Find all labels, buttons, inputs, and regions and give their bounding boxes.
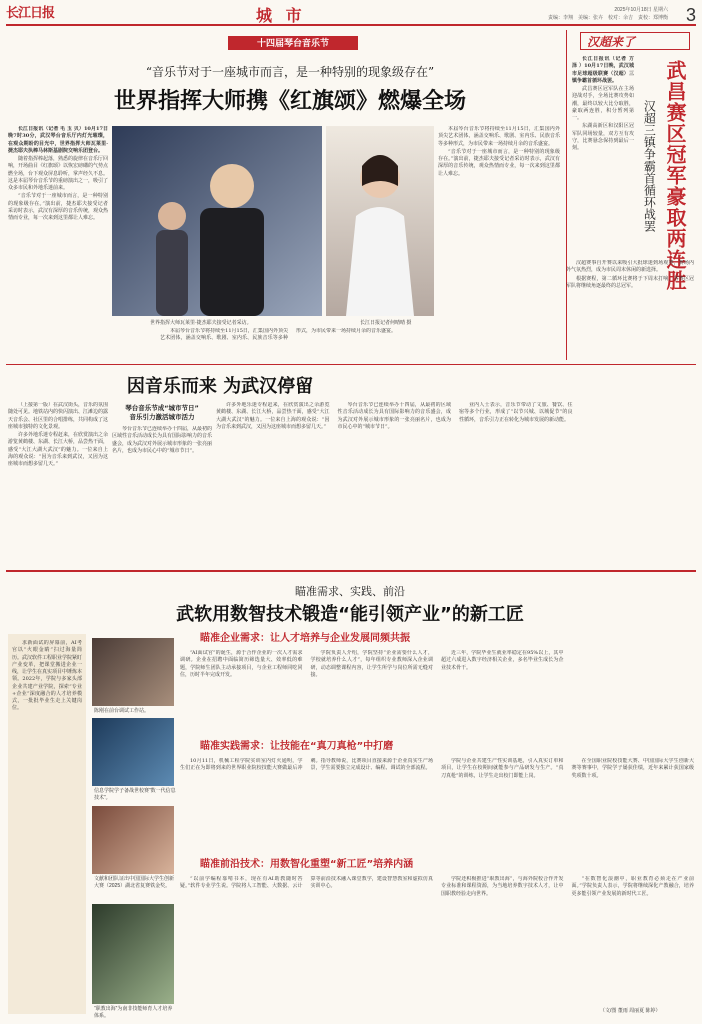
education-byline: （文/图 董雨 周丽夏 陈婷） [600,1008,661,1014]
education-section-2-title: 瞄准实践需求：让技能在“真刀真枪”中打磨 [200,741,394,752]
education-section-1-p2: 学院负责人介绍，学院坚持“企业需要什么人才，学校就培养什么人才”，每年组织专业教师深入企业调研，动态调整课程内容，让学生所学与岗位所需无缝对接。 [310,650,433,678]
education-kicker: 瞄准需求、实践、前沿 [295,585,405,598]
conductor-figure-icon [112,126,322,316]
sports-body-4: 汉超赛事自开赛以来吸引大批球迷到场观赛，赛场内外气氛热烈，成为市民周末休闲的新选择。 [566,260,694,274]
music-body-2: 许多外地乐迷专程赶来，在欣赏演出之余游览黄鹤楼、东湖、长江大桥，品尝热干面，感受“大江大湖大武汉”的魅力。一位来自上海的观众说：“因为音乐来到武汉，又因为这座城市而想多留几天。” [8,432,108,467]
festival-body-2-continued: “音乐节对于一座城市而言，是一种特别的现象级存在。”演出前，捷杰耶夫接受记者采访时表示，武汉有深厚的音乐传统，观众热情而专业，每一次来到这里都让人难忘。 [438,148,560,177]
education-section-2-body [180,758,694,850]
education-photo-3 [92,806,174,874]
sports-body-2: 武昌赛区冠军队在主场迎战对手，全场比赛攻势如潮，最终以较大比分取胜，豪取两连胜，积分暂列第一。 [572,86,634,121]
education-section-2-p3: 在全国职业院校技能大赛、中国国际大学生创新大赛等赛事中，学院学子屡获佳绩，近年来累计获国家级奖项数十项。 [571,758,694,779]
education-sidebar-text: 求新面试的屏幕前，AI考官以“火眼金睛”扫过海量简历。武汉软件工程职业学院紧盯产业变革，把课堂搬进企业一线，让学生在真实项目中锤炼本领。2022年，学院与多家头部企业共建产业学院，探索“专业+企业”深度融合的人才培养模式，一批批毕业生走上关键岗位。 [12,640,82,712]
festival-banner: 十四届琴台音乐节 [228,36,358,50]
sports-subhead: 汉超三镇争霸首循环战罢 [642,100,657,232]
education-photo-4 [92,904,174,1004]
festival-body-2: “音乐节对于一座城市而言，是一种特别的现象级存在。”演出前，捷杰耶夫接受记者采访时表示，武汉有深厚的音乐传统，观众热情而专业，每一次来到这里都让人难忘。 [8,193,108,221]
education-photo-3-caption: 文献和团队证出中国国际大学生创新大赛（2025）湖北省复赛铁金奖。 [94,876,175,890]
music-body-4: 业内人士表示，音乐节带动了文旅、餐饮、住宿等多个行业，形成了“以节兴城、以城促节”的良性循环，音乐引力正在转化为城市发展的新动能。 [459,402,573,423]
education-section-2-p1: 10月11日，机械工程学院实训室内灯火通明，学生们正在为即将到来的世界职业院校技能大赛做最后冲刺。指导教师说，比赛项目直接来源于企业真实生产场景，学生需要独立完成设计、编程、调试的全部流程。 [180,758,433,772]
music-columns-rest [216,402,694,562]
newspaper-logo: 长江日报 [6,6,55,21]
sports-badge [580,32,690,50]
festival-headline: 世界指挥大师携《红旗颂》燃爆全场 [113,89,466,114]
editors-line: 责编：李翔 美编：张卉 校对：余吉 责校：郑博衡 [547,15,668,21]
masthead [6,4,696,26]
page-number: 3 [685,5,696,25]
festival-lead: 长江日报讯（记者 毛 玉 贝）10月17日晚7时30分，武汉琴台音乐厅内灯光璀璨，在观众期盼的目光中，世界指挥大师瓦莱里·捷杰耶夫执棒马林斯基剧院交响乐团登台。 [8,126,108,154]
conductor-photo [112,126,322,316]
education-headline: 武软用数智技术锻造“能引领产业”的新工匠 [176,604,524,625]
education-photo-4-caption: “职教出海”为南非技能师育人才培养体系。 [94,1006,173,1020]
festival-body-1: 随着指挥棒起落，熟悉的旋律在音乐厅回响，开场曲目《红旗颂》以恢宏磅礴的气势点燃全场，台下观众屏息聆听，掌声经久不息。这是本届琴台音乐节的重磅演出之一，吸引了众多市民和外地乐迷前来。 [8,156,108,191]
festival-column-2 [438,126,560,316]
education-section-3-p2: 学院还积极推进“职教出海”，与海外院校合作开发专业标准和课程资源，为当地培养数字技术人才，让中国职教经验走向世界。 [441,876,564,897]
festival-body-3-bottom: 本届琴台音乐节将持续至11月15日，汇集国内外顶尖艺术团体，涵盖交响乐、歌剧、室内乐、民族音乐等多种形式，为市民带来一场持续月余的音乐盛宴。 [160,328,397,342]
sports-body-3: 东湖高新区和汉阳区冠军队同场较量，双方互有攻守，比赛悬念保持到最后一刻。 [572,123,634,151]
festival-kicker: “音乐节对于一座城市而言，是一种特别的现象级存在” [145,65,435,79]
sports-body-5: 根据赛程，第二循环比赛将于下周末打响，各赛区冠军队将继续角逐最终的总冠军。 [566,275,694,289]
education-section-1-p1: “AI面试官”的诞生，源于合作企业的一次人才需求调研。企业在招聘中面临简历筛选量大、效率低的难题，学院师生团队主动承接项目，与企业工程师同吃同住，历时半年完成开发。 [180,650,303,678]
music-headline: 因音乐而来 为武汉停留 [126,376,314,397]
education-section-1-p3: 近三年，学院毕业生就业率稳定在95%以上，其中超过六成进入数字经济相关企业，多名毕业生成长为企业技术骨干。 [441,650,564,671]
music-top-divider [6,364,696,365]
education-section-3-body [180,876,694,1000]
sports-body-1: 长江日报讯（记者 方 泽 ）10月17日晚，武汉城市足球超级联赛（汉超）三镇争霸首循环战罢。 [572,56,634,84]
education-photo-1-caption: 陈刚在前台调试工作站。 [94,708,150,714]
music-column-2 [112,426,212,562]
music-body-3: 琴台音乐节已连续举办十四届，从最初的区域性音乐活动成长为具有国际影响力的音乐盛会，成为武汉对外展示城市形象的一张亮丽名片，也成为市民心中的“城市节日”。 [112,426,212,454]
education-section-1-title: 瞄准企业需求：让人才培养与企业发展同频共振 [200,633,410,644]
education-top-divider [6,570,696,572]
music-body-1: （上接第一版）在武汉街头，音乐的氛围随处可见。地铁站内的快闪演出、江滩边的露天音乐会、社区里的合唱排练，共同构成了这座城市独特的文化景观。 [8,402,108,430]
education-section-3-p1: “以前学编程靠啃书本，现在有AI助教随时答疑。”软件专业学生说。学院将人工智能、大数据、云计算等前沿技术融入课堂教学，建设智慧教室和虚拟仿真实训中心。 [180,876,433,890]
music-body-2-rest: 许多外地乐迷专程赶来，在欣赏演出之余游览黄鹤楼、东湖、长江大桥，品尝热干面，感受“大江大湖大武汉”的魅力。一位来自上海的观众说：“因为音乐来到武汉，又因为这座城市而想多留几天。” [216,402,330,430]
education-section-3-p3: “在数智化浪潮中，职业教育必须走在产业前面。”学院负责人表示，学院将继续深化产教融合，培养更多能引领产业发展的新时代工匠。 [571,876,694,897]
interviewee-figure-icon [326,126,434,316]
sports-badge-text: 汉超来了 [587,35,636,49]
audience-photo-caption: 长江日报记者何晴晴 摄 [360,320,412,326]
education-section-1-body [180,650,694,726]
music-column-1 [8,402,108,562]
music-body-3-rest: 琴台音乐节已连续举办十四届，从最初的区域性音乐活动成长为具有国际影响力的音乐盛会，成为武汉对外展示城市形象的一张亮丽名片，也成为市民心中的“城市节日”。 [337,402,451,430]
music-box-title: 琴台音乐节成“城市节日” 音乐引力激活城市活力 [125,404,199,422]
masthead-meta [548,6,668,22]
festival-column-1 [8,126,108,346]
education-section-2-p2: 学院与企业共建生产性实训基地，引入真实订单和项目，让学生在校期间就能参与产品研发与生产。“真刀真枪”的训练，让学生走出校门即能上岗。 [441,758,564,779]
issue-date: 2025年10月18日 星期六 [614,7,668,13]
sports-column-2 [566,260,694,364]
section-title: 城 市 [256,6,306,25]
conductor-photo-caption: 世界指挥大师瓦莱里·捷杰耶夫接受记者采访。 [150,320,252,326]
festival-body-3: 本届琴台音乐节将持续至11月15日，汇集国内外顶尖艺术团体，涵盖交响乐、歌剧、室内乐、民族音乐等多种形式，为市民带来一场持续月余的音乐盛宴。 [438,126,560,147]
education-photo-2 [92,718,174,786]
sports-headline: 武昌赛区冠军豪取两连胜 [663,60,687,291]
festival-bottom-columns [160,328,560,358]
education-photo-1 [92,638,174,706]
education-photo-2-caption: 信息学院学子备战世校赛“数一代信息技术”。 [94,788,176,802]
education-section-3-title: 瞄准前沿技术：用数智化重塑“新工匠”培养内涵 [200,859,414,870]
audience-photo [326,126,434,316]
